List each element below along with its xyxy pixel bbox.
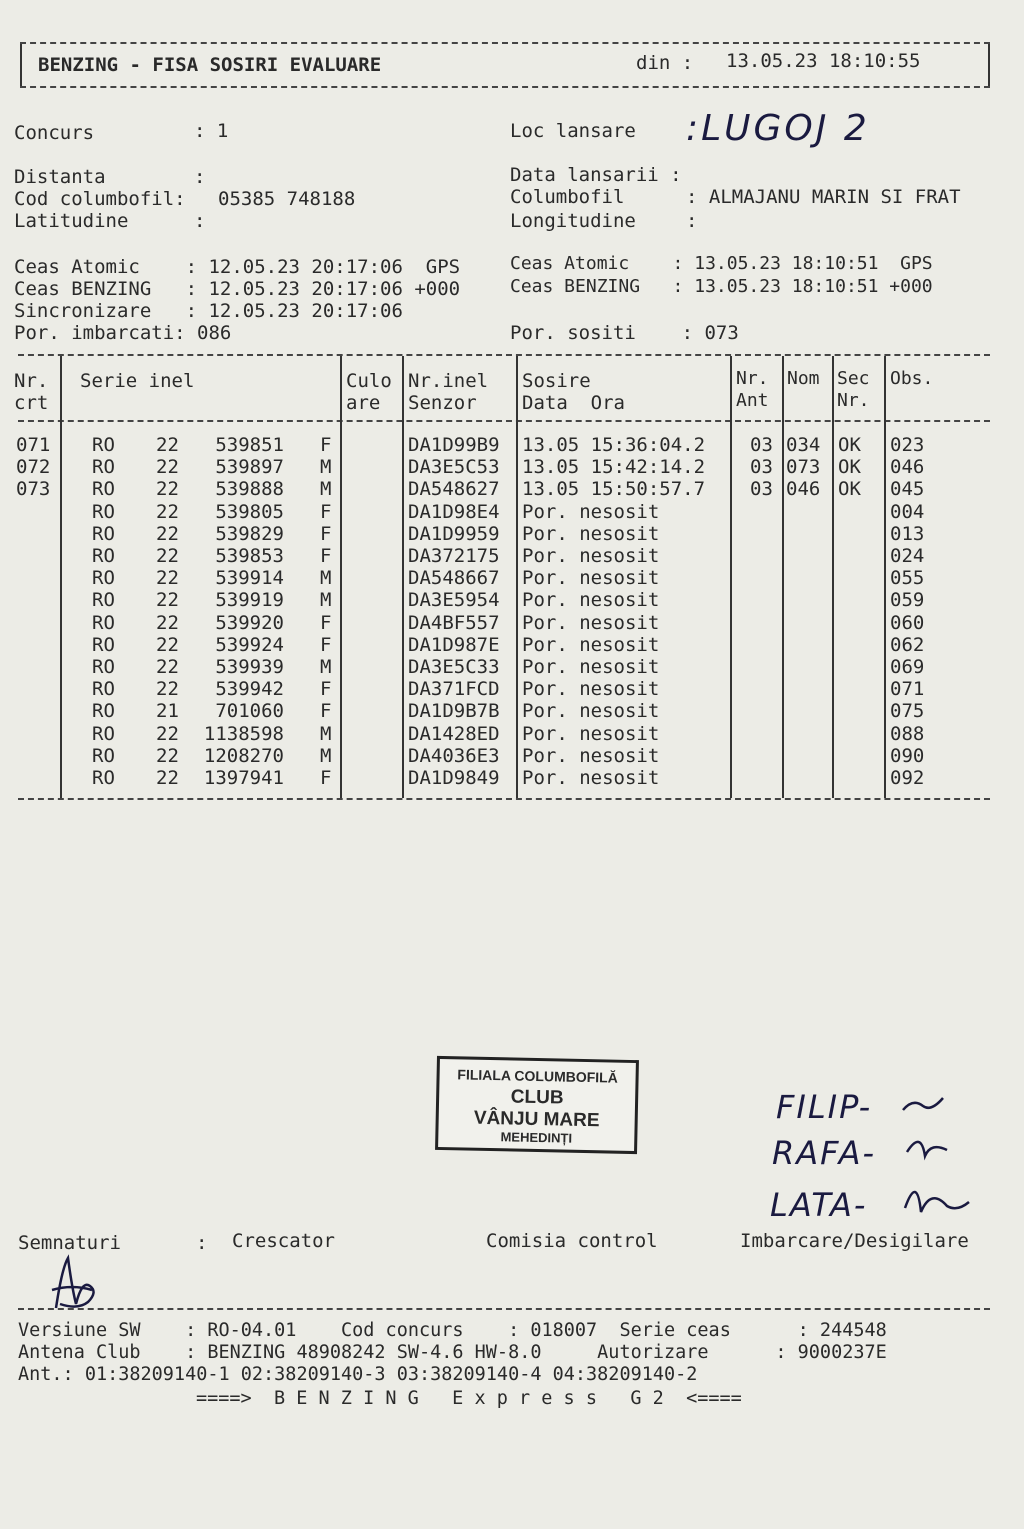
cell-tara: RO	[92, 700, 115, 723]
table-row	[0, 501, 1024, 523]
semnaturi-label: Semnaturi	[18, 1232, 121, 1254]
table-row	[0, 745, 1024, 767]
cell-an: 22	[156, 545, 179, 567]
header-top-border	[20, 42, 990, 44]
cod-columbofil-label: Cod columbofil:	[14, 188, 186, 210]
cell-sex: F	[320, 611, 332, 634]
cell-obs: 046	[890, 456, 925, 479]
cell-obs: 055	[890, 567, 925, 590]
table-row	[0, 612, 1024, 634]
cell-tara: RO	[92, 478, 115, 501]
cell-obs: 062	[890, 633, 925, 656]
cell-senzor: DA548667	[408, 567, 500, 590]
table-row	[0, 678, 1024, 700]
cell-obs: 075	[890, 700, 925, 723]
cell-sosire: Por. nesosit	[522, 656, 660, 678]
handwritten-rafa: RAFA-	[772, 1134, 877, 1172]
th-sec-2: Nr.	[837, 390, 870, 411]
table-row	[0, 434, 1024, 456]
cell-tara: RO	[92, 722, 115, 745]
cell-tara: RO	[92, 500, 115, 523]
cell-nr-crt: 071	[16, 434, 51, 456]
longitudine-value: :	[686, 210, 698, 232]
cell-nr-inel: 539919	[215, 589, 284, 612]
cell-senzor: DA1428ED	[408, 722, 500, 745]
concurs-label: Concurs	[14, 122, 95, 144]
cell-sex: M	[320, 744, 332, 767]
cell-an: 22	[156, 589, 179, 612]
cell-nr-inel: 539853	[215, 545, 284, 567]
cell-obs: 013	[890, 522, 925, 545]
table-row	[0, 545, 1024, 567]
columbofil-label: Columbofil	[510, 186, 625, 208]
header-bottom-border	[20, 86, 990, 88]
table-row	[0, 589, 1024, 611]
cell-sex: F	[320, 522, 332, 545]
longitudine-label: Longitudine	[510, 210, 636, 232]
cell-tara: RO	[92, 633, 115, 656]
table-row	[0, 767, 1024, 789]
cell-tara: RO	[92, 545, 115, 567]
loc-lansare-label: Loc lansare	[510, 120, 636, 142]
cell-an: 22	[156, 722, 179, 745]
cell-nr-inel: 539805	[215, 500, 284, 523]
header-left-border	[20, 44, 22, 86]
cell-nom: 034	[786, 434, 821, 456]
cell-obs: 071	[890, 678, 925, 701]
cell-obs: 088	[890, 722, 925, 745]
cell-sex: M	[320, 656, 332, 678]
cell-senzor: DA3E5C53	[408, 456, 500, 479]
cell-sosire: Por. nesosit	[522, 567, 660, 590]
th-nr-ant-1: Nr.	[736, 368, 769, 389]
cell-tara: RO	[92, 767, 115, 789]
th-obs: Obs.	[890, 368, 934, 389]
table-row	[0, 567, 1024, 589]
cell-sec: OK	[838, 434, 861, 456]
cell-obs: 045	[890, 478, 925, 501]
cell-sex: F	[320, 678, 332, 701]
cell-senzor: DA548627	[408, 478, 500, 501]
th-crt: crt	[14, 392, 49, 414]
concurs-value: : 1	[194, 120, 229, 142]
stamp-line-3: VÂNJU MARE	[473, 1107, 600, 1132]
cell-senzor: DA3E5954	[408, 589, 500, 612]
cell-tara: RO	[92, 744, 115, 767]
cell-nr-inel: 539851	[215, 434, 284, 456]
cell-an: 22	[156, 767, 179, 789]
cell-nr-inel: 539942	[215, 678, 284, 701]
loc-lansare-value: :LUGOJ 2	[686, 108, 870, 149]
table-row	[0, 634, 1024, 656]
imbarcare-desigilare-label: Imbarcare/Desigilare	[740, 1230, 969, 1252]
cell-an: 22	[156, 678, 179, 701]
cell-an: 22	[156, 500, 179, 523]
cell-an: 22	[156, 656, 179, 678]
cell-tara: RO	[92, 522, 115, 545]
th-culo: Culo	[346, 370, 392, 392]
th-serie-inel: Serie inel	[80, 370, 195, 392]
cell-nr-ant: 03	[750, 456, 773, 479]
crescator-label: Crescator	[232, 1230, 335, 1252]
handwritten-filip: FILIP-	[776, 1088, 873, 1126]
cod-columbofil-value: 05385 748188	[218, 188, 356, 210]
data-lansarii-label: Data lansarii :	[510, 164, 682, 186]
latitudine-label: Latitudine	[14, 210, 129, 232]
table-body	[0, 434, 1024, 794]
cell-sex: F	[320, 434, 332, 456]
cell-nr-inel: 701060	[215, 700, 284, 723]
cell-sosire: Por. nesosit	[522, 522, 660, 545]
cell-nr-inel: 539897	[215, 456, 284, 479]
table-row	[0, 478, 1024, 500]
table-header-rule	[18, 420, 990, 422]
footer-rule	[18, 1308, 990, 1310]
cell-nr-inel: 539914	[215, 567, 284, 590]
cell-sosire: 13.05 15:50:57.7	[522, 478, 706, 501]
cell-an: 22	[156, 434, 179, 456]
cell-tara: RO	[92, 434, 115, 456]
table-bottom-rule	[18, 798, 990, 800]
cell-sosire: Por. nesosit	[522, 744, 660, 767]
cell-senzor: DA3E5C33	[408, 656, 500, 678]
cell-nr-ant: 03	[750, 434, 773, 456]
cell-senzor: DA4BF557	[408, 611, 500, 634]
cell-senzor: DA371FCD	[408, 678, 500, 701]
cell-an: 21	[156, 700, 179, 723]
cell-an: 22	[156, 611, 179, 634]
club-stamp	[435, 1056, 639, 1154]
cell-sex: M	[320, 478, 332, 501]
crescator-signature	[42, 1250, 112, 1314]
por-sositi: Por. sositi : 073	[510, 322, 739, 344]
cell-sex: F	[320, 545, 332, 567]
cell-nr-ant: 03	[750, 478, 773, 501]
cell-senzor: DA1D9959	[408, 522, 500, 545]
table-row	[0, 523, 1024, 545]
cell-nr-inel: 1208270	[203, 744, 284, 767]
cell-tara: RO	[92, 567, 115, 590]
cell-sex: M	[320, 589, 332, 612]
header-title: BENZING - FISA SOSIRI EVALUARE	[38, 54, 382, 76]
footer-line-1: Versiune SW : RO-04.01 Cod concurs : 018007 Serie ceas : 244548	[18, 1320, 887, 1341]
cell-an: 22	[156, 567, 179, 590]
cell-tara: RO	[92, 611, 115, 634]
cell-senzor: DA1D987E	[408, 633, 500, 656]
cell-nr-inel: 1138598	[203, 722, 284, 745]
cell-sosire: Por. nesosit	[522, 633, 660, 656]
cell-obs: 004	[890, 500, 925, 523]
cell-sex: M	[320, 567, 332, 590]
cell-tara: RO	[92, 656, 115, 678]
th-data-ora: Data Ora	[522, 392, 625, 414]
th-senzor: Senzor	[408, 392, 477, 414]
handwritten-initials-signature	[895, 1090, 975, 1230]
cell-nr-inel: 539920	[215, 611, 284, 634]
cell-senzor: DA4036E3	[408, 744, 500, 767]
cell-sosire: Por. nesosit	[522, 700, 660, 723]
th-nr: Nr.	[14, 370, 49, 392]
table-row	[0, 700, 1024, 722]
cell-obs: 059	[890, 589, 925, 612]
th-are: are	[346, 392, 381, 414]
cell-sosire: Por. nesosit	[522, 678, 660, 701]
comisia-control-label: Comisia control	[486, 1230, 658, 1252]
ceas-benzing-start: Ceas BENZING : 12.05.23 20:17:06 +000	[14, 278, 461, 300]
th-sosire: Sosire	[522, 370, 591, 392]
cell-tara: RO	[92, 589, 115, 612]
latitudine-value: :	[194, 210, 206, 232]
stamp-line-4: MEHEDINȚI	[500, 1129, 573, 1146]
distanta-label: Distanta	[14, 166, 106, 188]
cell-sex: F	[320, 633, 332, 656]
cell-sosire: Por. nesosit	[522, 589, 660, 612]
cell-sosire: Por. nesosit	[522, 722, 660, 745]
cell-obs: 090	[890, 744, 925, 767]
th-sec-1: Sec	[837, 368, 870, 389]
cell-senzor: DA1D99B9	[408, 434, 500, 456]
cell-sex: M	[320, 722, 332, 745]
stamp-line-2: CLUB	[510, 1086, 564, 1109]
footer-line-2: Antena Club : BENZING 48908242 SW-4.6 HW-8.0 Autorizare : 9000237E	[18, 1342, 887, 1363]
cell-sosire: 13.05 15:36:04.2	[522, 434, 706, 456]
table-row	[0, 456, 1024, 478]
cell-nr-inel: 1397941	[203, 767, 284, 789]
cell-sec: OK	[838, 456, 861, 479]
th-nr-ant-2: Ant	[736, 390, 769, 411]
cell-obs: 069	[890, 656, 925, 678]
sincronizare: Sincronizare : 12.05.23 20:17:06	[14, 300, 403, 322]
handwritten-lata: LATA-	[770, 1186, 868, 1224]
cell-an: 22	[156, 478, 179, 501]
cell-sec: OK	[838, 478, 861, 501]
cell-an: 22	[156, 456, 179, 479]
cell-senzor: DA1D9B7B	[408, 700, 500, 723]
distanta-value: :	[194, 166, 206, 188]
cell-nom: 046	[786, 478, 821, 501]
cell-sex: F	[320, 767, 332, 789]
cell-an: 22	[156, 522, 179, 545]
cell-obs: 023	[890, 434, 925, 456]
cell-nr-inel: 539924	[215, 633, 284, 656]
cell-sosire: Por. nesosit	[522, 611, 660, 634]
por-imbarcati: Por. imbarcati: 086	[14, 322, 232, 344]
ceas-atomic-end: Ceas Atomic : 13.05.23 18:10:51 GPS	[510, 253, 933, 274]
table-row	[0, 656, 1024, 678]
cell-sex: F	[320, 500, 332, 523]
header-right-border	[988, 44, 990, 86]
header-din-value: 13.05.23 18:10:55	[726, 50, 921, 72]
cell-nr-inel: 539888	[215, 478, 284, 501]
ceas-benzing-end: Ceas BENZING : 13.05.23 18:10:51 +000	[510, 276, 933, 297]
cell-nr-inel: 539939	[215, 656, 284, 678]
table-top-rule	[18, 354, 990, 356]
cell-senzor: DA1D98E4	[408, 500, 500, 523]
cell-tara: RO	[92, 678, 115, 701]
cell-nr-crt: 073	[16, 478, 51, 501]
cell-sosire: Por. nesosit	[522, 500, 660, 523]
cell-sex: F	[320, 700, 332, 723]
th-nr-inel: Nr.inel	[408, 370, 489, 392]
cell-nom: 073	[786, 456, 821, 479]
table-row	[0, 723, 1024, 745]
header-din-label: din :	[636, 52, 694, 74]
semnaturi-colon: :	[196, 1232, 208, 1254]
columbofil-value: : ALMAJANU MARIN SI FRAT	[686, 186, 961, 208]
cell-sosire: 13.05 15:42:14.2	[522, 456, 706, 479]
cell-obs: 024	[890, 545, 925, 567]
cell-sosire: Por. nesosit	[522, 767, 660, 789]
cell-an: 22	[156, 744, 179, 767]
stamp-line-1: FILIALA COLUMBOFILĂ	[457, 1066, 618, 1086]
cell-nr-crt: 072	[16, 456, 51, 479]
ceas-atomic-start: Ceas Atomic : 12.05.23 20:17:06 GPS	[14, 256, 461, 278]
cell-nr-inel: 539829	[215, 522, 284, 545]
cell-obs: 092	[890, 767, 925, 789]
cell-senzor: DA1D9849	[408, 767, 500, 789]
cell-senzor: DA372175	[408, 545, 500, 567]
cell-an: 22	[156, 633, 179, 656]
cell-sex: M	[320, 456, 332, 479]
cell-tara: RO	[92, 456, 115, 479]
cell-obs: 060	[890, 611, 925, 634]
footer-line-3: Ant.: 01:38209140-1 02:38209140-3 03:38209140-4 04:38209140-2	[18, 1364, 698, 1385]
th-nom: Nom	[787, 368, 820, 389]
cell-sosire: Por. nesosit	[522, 545, 660, 567]
footer-line-4: ====> B E N Z I N G E x p r e s s G 2 <====	[196, 1388, 742, 1409]
